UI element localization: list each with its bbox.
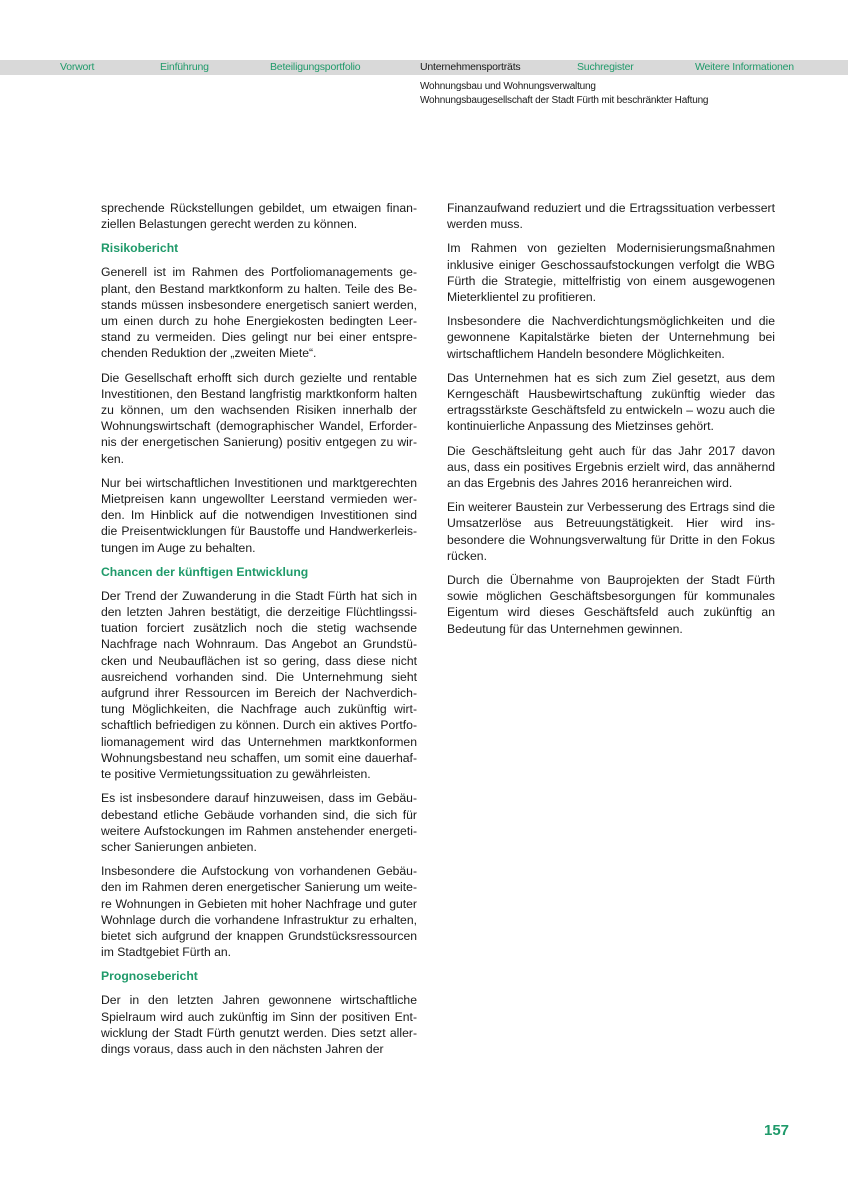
paragraph: Nur bei wirtschaftlichen Investitionen und marktgerechten Mietpreisen kann ungewollter Leerstand vermieden werden. Im Hinblick auf die notwendigen Investitionen sind die Preisentwicklungen für Baustoffe und Handwerkerleistungen im Auge zu behalten. xyxy=(101,475,417,555)
paragraph: Ein weiterer Baustein zur Verbesserung des Ertrags sind die Umsatzerlöse aus Betreuungstätigkeit. Hier wird insbesondere die Wohnungsverwaltung für Dritte in den Fokus rücken. xyxy=(447,500,775,563)
paragraph: Finanzaufwand reduziert und die Ertragssituation verbessert werden muss. xyxy=(447,201,775,232)
nav-link-einfuehrung[interactable]: Einführung xyxy=(160,61,209,73)
section-heading-risikobericht: Risikobericht xyxy=(101,241,179,256)
paragraph: Es ist insbesondere darauf hinzuweisen, dass im Gebäudebestand etliche Gebäude vorhanden sind, die sich für weitere Aufstockungen im Rahmen anstehender energetischer Sanierungen anbieten. xyxy=(101,791,417,854)
section-heading-prognosebericht: Prognosebericht xyxy=(101,969,198,984)
paragraph: Durch die Übernahme von Bauprojekten der Stadt Fürth sowie möglichen Geschäftsbesorgungen für kommunales Eigentum wird dieses Geschäftsfeld auch zukünftig an Bedeutung für das Unternehmen gewinnen. xyxy=(447,573,775,636)
page-number: 157 xyxy=(764,1122,790,1139)
paragraph: Der in den letzten Jahren gewonnene wirtschaftliche Spielraum wird auch zukünftig im Sinn der positiven Entwicklung der Stadt Fürth genutzt werden. Dies setzt allerdings voraus, dass auch in den nächsten Jahren der xyxy=(101,993,417,1056)
top-navigation-bar xyxy=(0,60,848,75)
paragraph: Insbesondere die Aufstockung von vorhandenen Gebäuden im Rahmen deren energetischer Sanierung um weitere Wohnungen in Gebieten mit hoher Nachfrage und guter Wohnlage durch die vorhandene Infrastruktur zu erhalten, bietet sich aufgrund der knappen Grundstücksressourcen im Stadtgebiet Fürth an. xyxy=(101,864,417,960)
company-title: Wohnungsbaugesellschaft der Stadt Fürth mit beschränkter Haftung xyxy=(420,95,709,106)
nav-link-suchregister[interactable]: Suchregister xyxy=(577,61,634,73)
paragraph: Das Unternehmen hat es sich zum Ziel gesetzt, aus dem Kerngeschäft Hausbewirtschaftung zukünftig wieder das ertragsstärkste Geschäftsfeld zu entwickeln – wozu auch die kontinuierliche Anpassung des Mietzinses gehört. xyxy=(447,370,775,434)
right-text-column xyxy=(447,200,775,645)
paragraph: Im Rahmen von gezielten Modernisierungsmaßnahmen inklusive einiger Geschossaufstockungen verfolgt die WBG Fürth die Strategie, mittelfristig von einem ausgewogenen Mieterklientel zu profitieren. xyxy=(447,241,775,305)
section-heading-chancen: Chancen der künftigen Entwicklung xyxy=(101,564,309,579)
paragraph: sprechende Rückstellungen gebildet, um etwaigen finanziellen Belastungen gerecht werden zu können. xyxy=(101,201,417,232)
paragraph: Die Gesellschaft erhofft sich durch gezielte und rentable Investitionen, den Bestand langfristig marktkonform halten zu können, um den wachsenden Risiken innerhalb der Wohnungswirtschaft (demographischer Wandel, Erfordernis der energetischen Sanierung) positiv entgegen zu wirken. xyxy=(101,370,417,466)
nav-link-vorwort[interactable]: Vorwort xyxy=(60,61,95,73)
nav-link-beteiligungsportfolio[interactable]: Beteiligungsportfolio xyxy=(270,61,361,73)
left-text-column xyxy=(101,200,417,1065)
paragraph: Die Geschäftsleitung geht auch für das Jahr 2017 davon aus, dass ein positives Ergebnis erzielt wird, das annähernd an das Ergebnis des Jahres 2016 heranreichen wird. xyxy=(447,443,775,491)
nav-link-unternehmensportraets[interactable]: Unternehmensporträts xyxy=(420,61,521,73)
category-title: Wohnungsbau und Wohnungsverwaltung xyxy=(420,81,596,92)
nav-link-weitere-informationen[interactable]: Weitere Informationen xyxy=(695,61,794,73)
section-breadcrumb xyxy=(420,80,708,108)
paragraph: Der Trend der Zuwanderung in die Stadt Fürth hat sich in den letzten Jahren bestätigt, die derzeitige Flüchtlingssituation forciert zusätzlich noch die stetig wachsende Nachfrage nach Wohnraum. Das Angebot an Grundstücken und Neubauflächen ist so gering, dass diese nicht ausreichend vorhanden sind. Die Unternehmung sieht aufgrund ihrer Ressourcen im Bereich der Nachverdichtung Möglichkeiten, die Nachfrage auch zukünftig wirtschaftlich befriedigen zu können. Durch ein aktives Portfoliomanagement wird das Unternehmen marktkonformen Wohnungsbestand neu schaffen, um somit eine dauerhafte positive Vermietungssituation zu gewährleisten. xyxy=(101,588,417,782)
paragraph: Insbesondere die Nachverdichtungsmöglichkeiten und die gewonnene Kapitalstärke bieten der Unternehmung bei wirtschaftlichem Handeln besondere Möglichkeiten. xyxy=(447,314,775,361)
paragraph: Generell ist im Rahmen des Portfoliomanagements geplant, den Bestand marktkonform zu halten. Teile des Bestands müssen insbesondere energetisch saniert werden, um einen durch zu hohe Energiekosten bedingten Leerstand zu vermeiden. Dies gelingt nur bei einer entsprechenden Reduktion der „zweiten Miete“. xyxy=(101,265,417,361)
